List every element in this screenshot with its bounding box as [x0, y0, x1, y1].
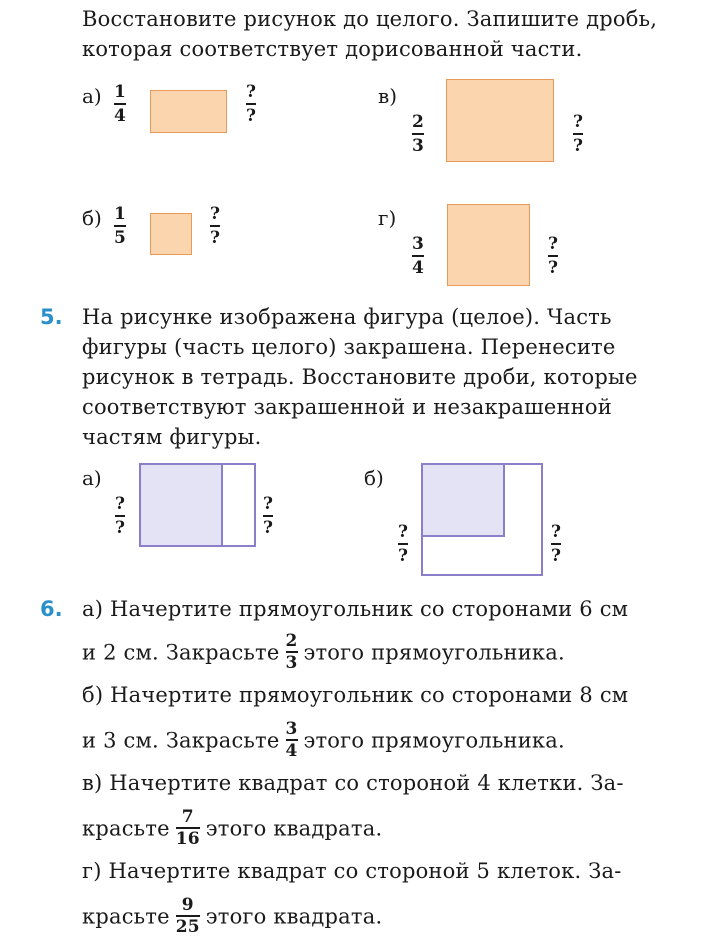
task6-c-line-1: в) Начертите квадрат со стороной 4 клетки. За- — [82, 771, 624, 795]
task5-a-divider — [221, 465, 223, 545]
task5-b-shaded-part — [423, 465, 503, 535]
task5-number: 5. — [40, 305, 63, 329]
task5-line-3: рисунок в тетрадь. Восстановите дроби, которые — [82, 365, 638, 389]
task4-v-label: в) — [378, 84, 398, 108]
task5-a-right-fraction: ? ? — [263, 494, 273, 538]
task5-b-divider-vertical — [503, 465, 505, 537]
task5-line-4: соответствуют закрашенной и незакрашенной — [82, 395, 612, 419]
task5-line-5: частям фигуры. — [82, 425, 262, 449]
task4-g-answer: ? ? — [548, 234, 558, 278]
task6-a-line-1: а) Начертите прямоугольник со сторонами 6 см — [82, 597, 629, 621]
task5-line-2: фигуры (часть целого) закрашена. Перенесите — [82, 335, 616, 359]
task6-number: 6. — [40, 597, 63, 621]
task6-b-fraction: $\frac{3}{4}$ — [285, 719, 298, 761]
task6-c-fraction: $\frac{7}{16}$ — [175, 807, 200, 849]
task5-b-figure — [421, 463, 543, 576]
task5-a-label: а) — [82, 466, 102, 490]
task6-d-line-2: красьте $\frac{9}{25}$ этого квадрата. — [82, 895, 383, 937]
task6-b-line-2: и 3 см. Закрасьте $\frac{3}{4}$ этого прямоугольника. — [82, 719, 565, 761]
task5-b-divider-horizontal — [423, 535, 505, 537]
task4-v-rectangle — [446, 79, 554, 162]
task4-a-answer: ? ? — [246, 82, 256, 126]
task4-g-label: г) — [378, 206, 397, 230]
task4-v-fraction: 2 3 — [412, 112, 424, 156]
task5-b-label: б) — [364, 466, 384, 490]
task6-d-fraction: $\frac{9}{25}$ — [175, 895, 200, 937]
task5-a-left-fraction: ? ? — [115, 494, 125, 538]
task4-a-rectangle — [150, 90, 227, 133]
task4-a-label: а) — [82, 84, 102, 108]
task5-b-right-fraction: ? ? — [551, 522, 561, 566]
task6-a-line-2: и 2 см. Закрасьте $\frac{2}{3}$ этого прямоугольника. — [82, 631, 565, 673]
task4-b-square — [150, 213, 192, 255]
task5-a-shaded-part — [141, 465, 221, 545]
task4-b-fraction: 1 5 — [114, 204, 126, 248]
task5-line-1: На рисунке изображена фигура (целое). Часть — [82, 305, 612, 329]
task4-b-answer: ? ? — [210, 204, 220, 248]
task6-b-line-1: б) Начертите прямоугольник со сторонами 8 см — [82, 683, 629, 707]
task4-line-2: которая соответствует дорисованной части. — [82, 37, 583, 61]
task4-b-label: б) — [82, 206, 102, 230]
task4-line-1: Восстановите рисунок до целого. Запишите дробь, — [82, 7, 658, 31]
task4-g-square — [447, 204, 530, 286]
task5-a-figure — [139, 463, 256, 547]
task6-d-line-1: г) Начертите квадрат со стороной 5 клеток. За- — [82, 859, 622, 883]
task6-c-line-2: красьте $\frac{7}{16}$ этого квадрата. — [82, 807, 383, 849]
task6-a-fraction: $\frac{2}{3}$ — [285, 631, 298, 673]
task5-b-left-fraction: ? ? — [398, 522, 408, 566]
task4-a-fraction: 1 4 — [114, 82, 126, 126]
task4-g-fraction: 3 4 — [412, 234, 424, 278]
task4-v-answer: ? ? — [573, 112, 583, 156]
